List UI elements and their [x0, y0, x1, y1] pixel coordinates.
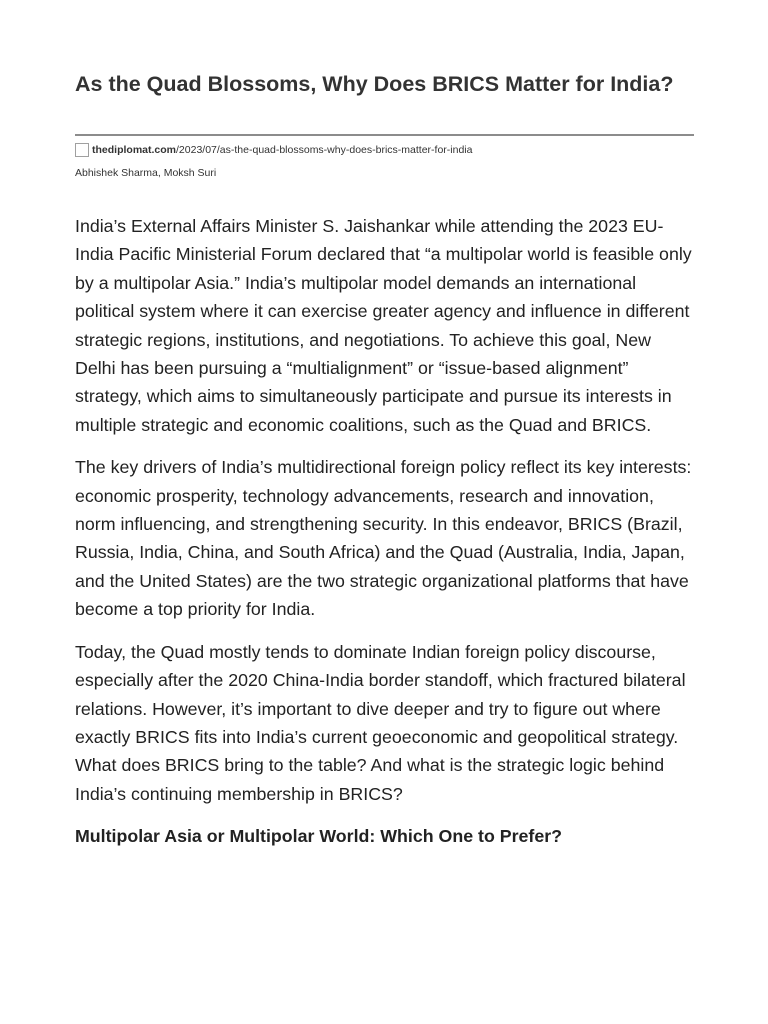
- source-row: [75, 141, 694, 159]
- article-authors: Abhishek Sharma, Moksh Suri: [75, 167, 217, 179]
- article-title: As the Quad Blossoms, Why Does BRICS Matter for India?: [75, 72, 674, 96]
- paragraph-3: Today, the Quad mostly tends to dominate Indian foreign policy discourse, especially after the 2020 China-India border standoff, which fractured bilateral relations. However, it’s important to dive deeper and try to figure out where exactly BRICS fits into India’s current geoeconomic and geopolitical strategy. What does BRICS bring to the table? And what is the strategic logic behind India’s continuing membership in BRICS?: [75, 641, 686, 804]
- paragraph-1: India’s External Affairs Minister S. Jaishankar while attending the 2023 EU-India Pacific Ministerial Forum declared that “a multipolar world is feasible only by a multipolar Asia.” India’s multipolar model demands an international political system where it can exercise greater agency and influence in different strategic regions, institutions, and negotiations. To achieve this goal, New Delhi has been pursuing a “multialignment” or “issue-based alignment” strategy, which aims to simultaneously participate and pursue its interests in multiple strategic and economic coalitions, such as the Quad and BRICS.: [75, 216, 692, 435]
- source-path: /2023/07/as-the-quad-blossoms-why-does-brics-matter-for-india: [176, 144, 473, 156]
- site-favicon-icon: [75, 143, 89, 157]
- source-domain: thediplomat.com: [92, 144, 177, 156]
- paragraph-2: The key drivers of India’s multidirectional foreign policy reflect its key interests: economic prosperity, technology advancements, research and innovation, norm influencing, and strengthening security. In this endeavor, BRICS (Brazil, Russia, India, China, and South Africa) and the Quad (Australia, India, Japan, and the United States) are the two strategic organizational platforms that have become a top priority for India.: [75, 457, 692, 620]
- title-divider: [75, 134, 694, 136]
- article-body: [75, 212, 693, 850]
- source-link[interactable]: [92, 144, 472, 156]
- section-subheading: Multipolar Asia or Multipolar World: Which One to Prefer?: [75, 826, 563, 847]
